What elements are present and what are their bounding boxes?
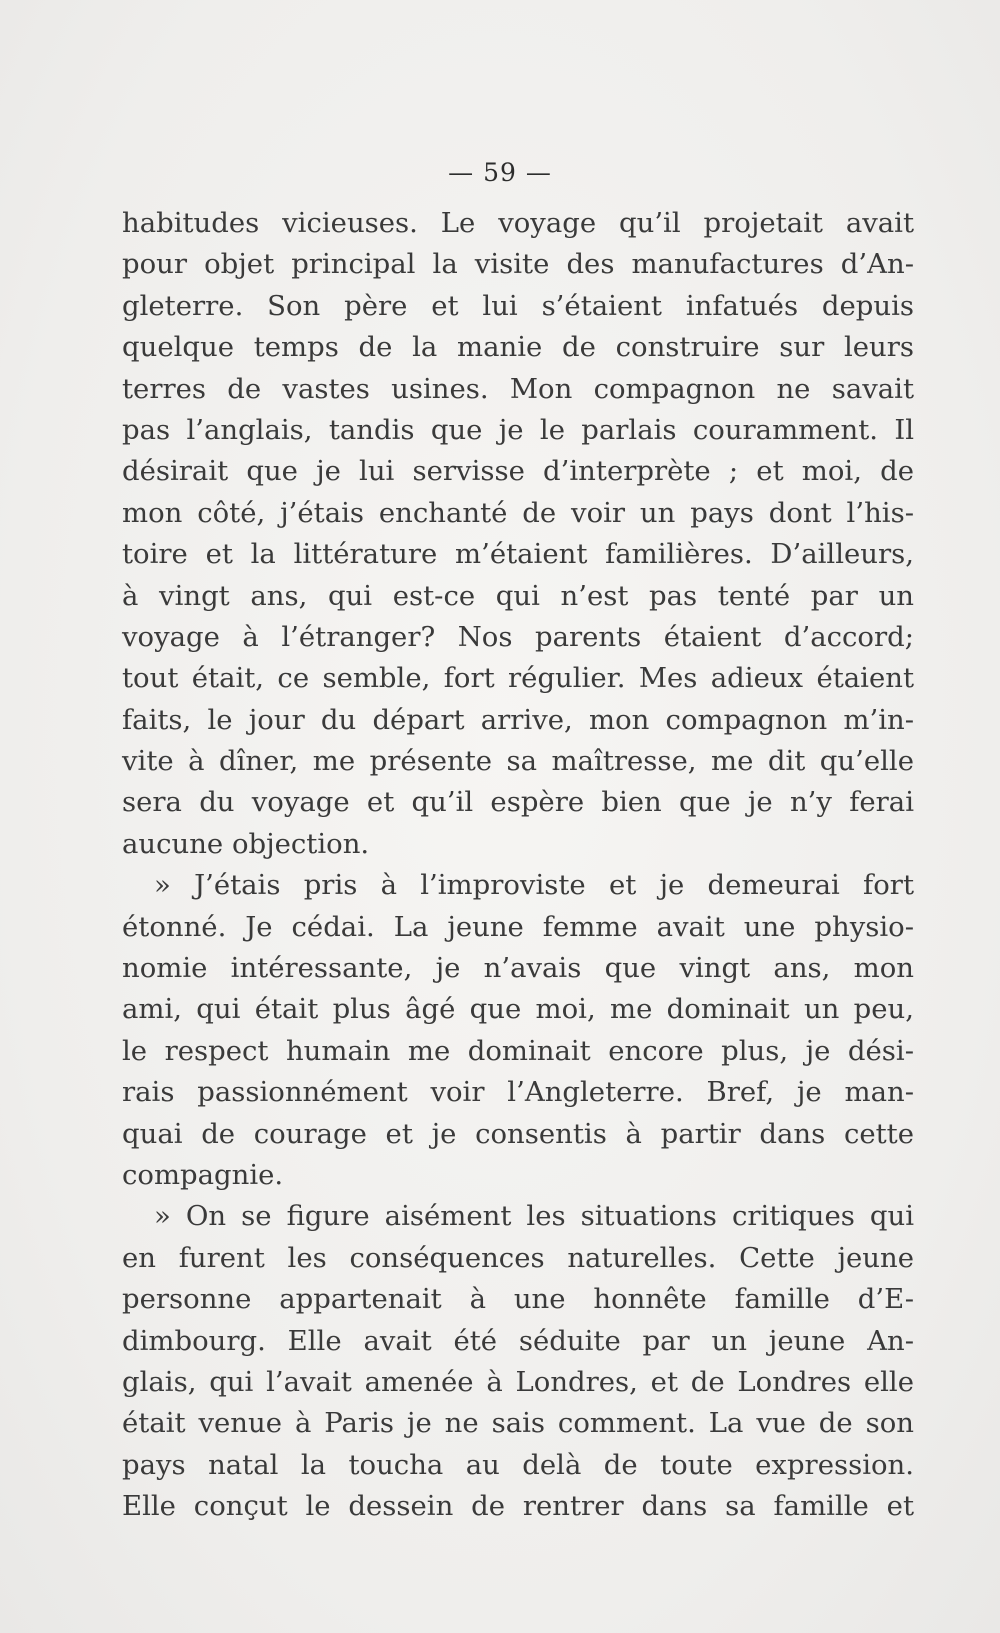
text-line: » J’étais pris à l’improviste et je demeurai fort	[154, 869, 914, 902]
text-line: terres de vastes usines. Mon compagnon ne savait	[122, 372, 914, 405]
text-line: » On se figure aisément les situations critiques qui	[154, 1200, 914, 1233]
text-line: tout était, ce semble, fort régulier. Mes adieux étaient	[122, 662, 914, 695]
text-line: vite à dîner, me présente sa maîtresse, me dit qu’elle	[122, 745, 914, 778]
text-line: rais passionnément voir l’Angleterre. Bref, je man-	[122, 1076, 914, 1109]
text-line: glais, qui l’avait amenée à Londres, et de Londres elle	[122, 1365, 914, 1398]
page-number: — 59 —	[448, 158, 552, 187]
text-line: aucune objection.	[122, 827, 370, 860]
text-line: dimbourg. Elle avait été séduite par un jeune An-	[122, 1324, 914, 1357]
text-line: sera du voyage et qu’il espère bien que je n’y ferai	[122, 786, 914, 819]
text-line: personne appartenait à une honnête famille d’E-	[122, 1283, 914, 1316]
text-line: compagnie.	[122, 1158, 284, 1191]
text-line: était venue à Paris je ne sais comment. La vue de son	[122, 1407, 914, 1440]
text-line: pas l’anglais, tandis que je le parlais couramment. Il	[122, 413, 914, 446]
text-line: faits, le jour du départ arrive, mon compagnon m’in-	[122, 703, 914, 736]
text-line: le respect humain me dominait encore plus, je dési-	[122, 1034, 914, 1067]
text-line: pour objet principal la visite des manufactures d’An-	[122, 248, 914, 281]
text-line: voyage à l’étranger? Nos parents étaient d’accord;	[122, 620, 914, 653]
text-line: nomie intéressante, je n’avais que vingt ans, mon	[122, 952, 914, 985]
text-line: pays natal la toucha au delà de toute expression.	[122, 1448, 914, 1481]
text-line: Elle conçut le dessein de rentrer dans sa famille et	[122, 1490, 914, 1523]
text-line: ami, qui était plus âgé que moi, me dominait un peu,	[122, 993, 914, 1026]
text-line: à vingt ans, qui est-ce qui n’est pas tenté par un	[122, 579, 914, 612]
body-text	[122, 203, 914, 1528]
text-line: gleterre. Son père et lui s’étaient infatués depuis	[122, 289, 914, 322]
text-line: en furent les conséquences naturelles. Cette jeune	[122, 1241, 914, 1274]
text-line: désirait que je lui servisse d’interprète ; et moi, de	[122, 455, 914, 488]
text-line: étonné. Je cédai. La jeune femme avait une physio-	[122, 910, 914, 943]
text-line: mon côté, j’étais enchanté de voir un pays dont l’his-	[122, 496, 914, 529]
text-line: quelque temps de la manie de construire sur leurs	[122, 331, 914, 364]
text-line: quai de courage et je consentis à partir dans cette	[122, 1117, 914, 1150]
text-line: toire et la littérature m’étaient familières. D’ailleurs,	[122, 538, 914, 571]
text-line: habitudes vicieuses. Le voyage qu’il projetait avait	[122, 207, 914, 239]
